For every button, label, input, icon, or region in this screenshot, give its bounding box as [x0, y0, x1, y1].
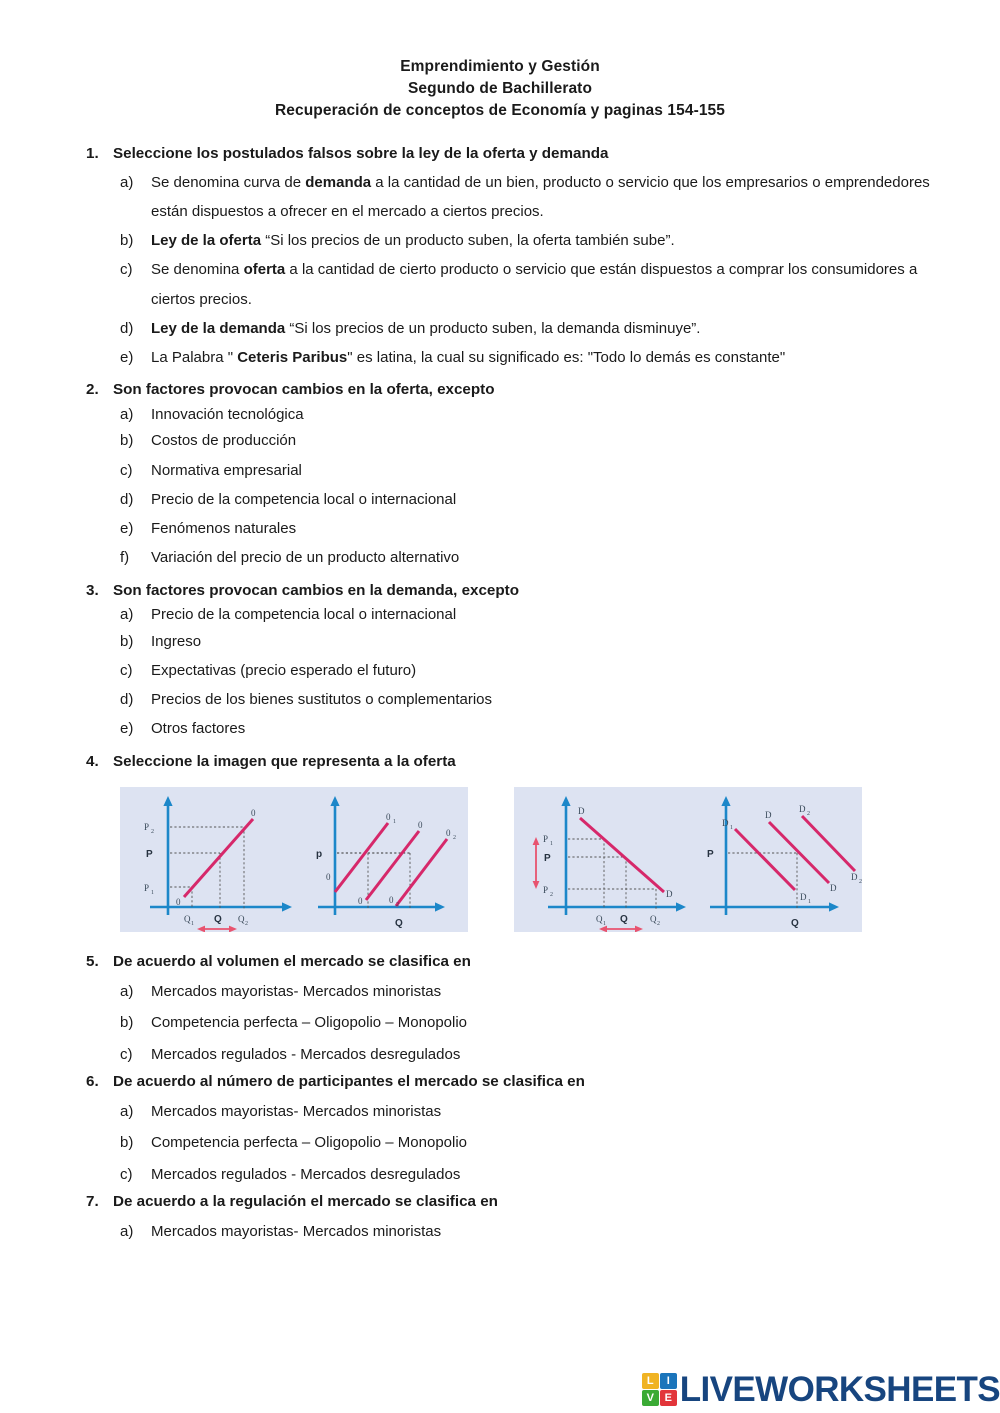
question-4 [86, 750, 960, 933]
svg-text:P: P [543, 885, 549, 896]
svg-text:D: D [851, 872, 858, 883]
svg-text:0: 0 [326, 872, 331, 883]
svg-text:Q: Q [184, 914, 191, 925]
question-1-number: 1. [86, 145, 99, 162]
question-5-number: 5. [86, 953, 99, 971]
question-6-title [86, 1070, 960, 1094]
svg-text:P: P [146, 849, 153, 861]
svg-text:1: 1 [191, 921, 194, 928]
option-3b[interactable] [86, 627, 960, 656]
question-5-text: De acuerdo al volumen el mercado se clasifica en [113, 953, 471, 971]
option-5b[interactable] [86, 1007, 960, 1039]
option-1d[interactable] [86, 314, 960, 343]
option-6c-text: Mercados regulados - Mercados desregulados [151, 1165, 461, 1183]
option-1c[interactable] [86, 255, 960, 314]
option-1c-text: Se denomina oferta a la cantidad de cierto producto o servicio que están dispuestos a comprar los consumidores a ciertos precios. [151, 261, 918, 308]
question-2-number: 2. [86, 381, 99, 399]
svg-text:D: D [666, 889, 673, 900]
svg-text:0: 0 [389, 895, 394, 906]
svg-text:2: 2 [453, 835, 456, 842]
svg-text:0: 0 [446, 828, 451, 839]
option-3d[interactable] [86, 685, 960, 714]
option-3b-text: Ingreso [151, 632, 202, 650]
option-1b-text: Ley de la oferta “Si los precios de un producto suben, la oferta también sube”. [151, 232, 675, 250]
option-5a[interactable] [86, 976, 960, 1008]
question-7-text: De acuerdo a la regulación el mercado se clasifica en [113, 1193, 498, 1211]
svg-text:D: D [722, 818, 729, 829]
option-5a-text: Mercados mayoristas- Mercados minoristas [151, 982, 442, 1000]
oferta-charts-svg [120, 787, 468, 932]
supply-single-chart [144, 796, 292, 932]
logo-tile-l: L [642, 1373, 659, 1389]
liveworksheets-tiles-icon [642, 1373, 677, 1406]
svg-text:P: P [544, 853, 551, 865]
option-5c-text: Mercados regulados - Mercados desregulados [151, 1045, 461, 1063]
option-7a[interactable] [86, 1216, 960, 1248]
option-2e-letter: e) [120, 520, 134, 538]
svg-text:D: D [799, 804, 806, 815]
option-6a[interactable] [86, 1096, 960, 1128]
svg-text:2: 2 [550, 892, 553, 899]
question-6 [86, 1070, 960, 1190]
option-3e[interactable] [86, 714, 960, 743]
option-1d-letter: d) [120, 319, 134, 337]
option-2e-text: Fenómenos naturales [151, 520, 297, 538]
option-3e-text: Otros factores [151, 720, 246, 738]
svg-text:1: 1 [550, 841, 553, 848]
option-3d-letter: d) [120, 691, 134, 709]
svg-text:P: P [144, 883, 150, 894]
question-5-options [86, 976, 960, 1071]
option-3a[interactable] [86, 604, 960, 627]
document-header [0, 0, 1000, 122]
option-3d-text: Precios de los bienes sustitutos o complementarios [151, 691, 493, 709]
question-4-image-choices [86, 787, 960, 932]
option-5b-text: Competencia perfecta – Oligopolio – Monopolio [151, 1014, 468, 1032]
option-1b[interactable] [86, 226, 960, 255]
option-2c-letter: c) [120, 461, 133, 479]
questions-container [0, 142, 1000, 1247]
svg-text:0: 0 [418, 820, 423, 831]
option-1e-letter: e) [120, 349, 134, 367]
option-3c-letter: c) [120, 661, 133, 679]
question-7-title [86, 1190, 960, 1214]
svg-text:Q: Q [596, 914, 603, 925]
svg-text:2: 2 [245, 921, 248, 928]
svg-text:2: 2 [657, 921, 660, 928]
option-2a-text: Innovación tecnológica [151, 405, 304, 423]
svg-text:P: P [543, 834, 549, 845]
option-5c-letter: c) [120, 1045, 133, 1063]
question-2-options [86, 404, 960, 573]
svg-text:0: 0 [358, 896, 363, 907]
svg-text:1: 1 [730, 825, 733, 832]
question-3-number: 3. [86, 581, 99, 599]
option-3b-letter: b) [120, 632, 134, 650]
header-line-grade: Segundo de Bachillerato [407, 80, 593, 97]
svg-text:D: D [578, 806, 585, 817]
option-7a-letter: a) [120, 1222, 134, 1240]
option-6a-text: Mercados mayoristas- Mercados minoristas [151, 1102, 442, 1120]
question-1-text: Seleccione los postulados falsos sobre la ley de la oferta y demanda [113, 145, 609, 162]
option-6c-letter: c) [120, 1165, 133, 1183]
option-5a-letter: a) [120, 982, 134, 1000]
question-3-text: Son factores provocan cambios en la demanda, excepto [113, 581, 519, 599]
svg-text:1: 1 [603, 921, 606, 928]
option-2f-text: Variación del precio de un producto alternativo [151, 549, 460, 567]
liveworksheets-logo[interactable] [642, 1372, 1000, 1407]
question-6-text: De acuerdo al número de participantes el mercado se clasifica en [113, 1073, 585, 1091]
option-2a[interactable] [86, 404, 960, 427]
svg-text:p: p [316, 849, 323, 861]
option-1d-text: Ley de la demanda “Si los precios de un producto suben, la demanda disminuye”. [151, 319, 701, 337]
option-1a[interactable] [86, 168, 960, 227]
liveworksheets-wordmark: LIVEWORKSHEETS [679, 1370, 1000, 1409]
question-7 [86, 1190, 960, 1247]
svg-text:P: P [144, 822, 150, 833]
svg-text:0: 0 [176, 897, 181, 908]
logo-tile-e: E [660, 1390, 677, 1406]
option-6a-letter: a) [120, 1102, 134, 1120]
svg-text:1: 1 [393, 819, 396, 826]
option-2b-text: Costos de producción [151, 432, 297, 450]
svg-text:D: D [830, 883, 837, 894]
logo-tile-i: I [660, 1373, 677, 1389]
svg-text:1: 1 [151, 890, 154, 897]
svg-text:2: 2 [396, 902, 399, 909]
option-2b[interactable] [86, 426, 960, 455]
option-2d-letter: d) [120, 490, 134, 508]
question-7-options [86, 1216, 960, 1248]
question-3-options [86, 604, 960, 744]
question-5 [86, 950, 960, 1070]
option-2d[interactable] [86, 485, 960, 514]
question-4-number: 4. [86, 752, 99, 770]
option-2a-letter: a) [120, 405, 134, 423]
svg-text:2: 2 [859, 879, 862, 886]
option-3e-letter: e) [120, 720, 134, 738]
question-5-title [86, 950, 960, 974]
question-3 [86, 579, 960, 744]
option-5b-letter: b) [120, 1014, 134, 1032]
option-2c-text: Normativa empresarial [151, 461, 302, 479]
svg-text:Q: Q [214, 914, 222, 926]
option-7a-text: Mercados mayoristas- Mercados minoristas [151, 1222, 442, 1240]
option-2b-letter: b) [120, 432, 134, 450]
option-3c-text: Expectativas (precio esperado el futuro) [151, 661, 417, 679]
question-6-number: 6. [86, 1073, 99, 1091]
option-6b-text: Competencia perfecta – Oligopolio – Monopolio [151, 1134, 468, 1152]
question-1 [86, 142, 960, 372]
option-3a-text: Precio de la competencia local o internacional [151, 606, 457, 624]
question-1-options [86, 168, 960, 373]
svg-text:D: D [765, 810, 772, 821]
question-4-title [86, 750, 960, 774]
option-2f[interactable] [86, 543, 960, 572]
demand-shift-chart [707, 796, 862, 929]
svg-text:2: 2 [807, 811, 810, 818]
option-3c[interactable] [86, 656, 960, 685]
svg-text:1: 1 [808, 899, 811, 906]
header-line-topic: Recuperación de conceptos de Economía y paginas 154-155 [275, 102, 725, 119]
question-2-title [86, 378, 960, 402]
option-1a-letter: a) [120, 173, 134, 191]
question-2-text: Son factores provocan cambios en la oferta, excepto [113, 381, 495, 399]
question-3-title [86, 579, 960, 603]
oferta-panel[interactable] [120, 787, 468, 932]
svg-text:2: 2 [151, 829, 154, 836]
option-6b[interactable] [86, 1127, 960, 1159]
svg-text:0: 0 [386, 812, 391, 823]
option-2f-letter: f) [120, 549, 130, 567]
svg-text:Q: Q [395, 918, 403, 930]
svg-text:Q: Q [791, 918, 799, 930]
option-3a-letter: a) [120, 606, 134, 624]
header-line-subject: Emprendimiento y Gestión [400, 58, 600, 75]
option-1e-text: La Palabra " Ceteris Paribus" es latina, la cual su significado es: "Todo lo demás es constante" [151, 349, 786, 367]
option-6b-letter: b) [120, 1134, 134, 1152]
question-7-number: 7. [86, 1193, 99, 1211]
demanda-panel[interactable] [514, 787, 862, 932]
option-5c[interactable] [86, 1039, 960, 1071]
question-1-title [86, 142, 960, 166]
question-2 [86, 378, 960, 572]
demand-single-chart [533, 796, 686, 932]
demanda-charts-svg [514, 787, 862, 932]
option-2e[interactable] [86, 514, 960, 543]
svg-text:Q: Q [620, 914, 628, 926]
question-6-options [86, 1096, 960, 1191]
svg-text:0: 0 [251, 808, 256, 819]
svg-text:D: D [800, 892, 807, 903]
svg-text:Q: Q [238, 914, 245, 925]
option-1e[interactable] [86, 343, 960, 372]
option-2d-text: Precio de la competencia local o internacional [151, 490, 457, 508]
logo-tile-v: V [642, 1390, 659, 1406]
supply-shift-chart [316, 796, 456, 929]
question-4-text: Seleccione la imagen que representa a la oferta [113, 752, 456, 770]
option-1a-text: Se denomina curva de demanda a la cantidad de un bien, producto o servicio que los empresarios o emprendedores están dispuestos a ofrecer en el mercado a ciertos precios. [151, 173, 930, 220]
option-1c-letter: c) [120, 261, 133, 279]
option-1b-letter: b) [120, 232, 134, 250]
option-2c[interactable] [86, 456, 960, 485]
svg-text:P: P [707, 849, 714, 861]
svg-text:Q: Q [650, 914, 657, 925]
option-6c[interactable] [86, 1159, 960, 1191]
